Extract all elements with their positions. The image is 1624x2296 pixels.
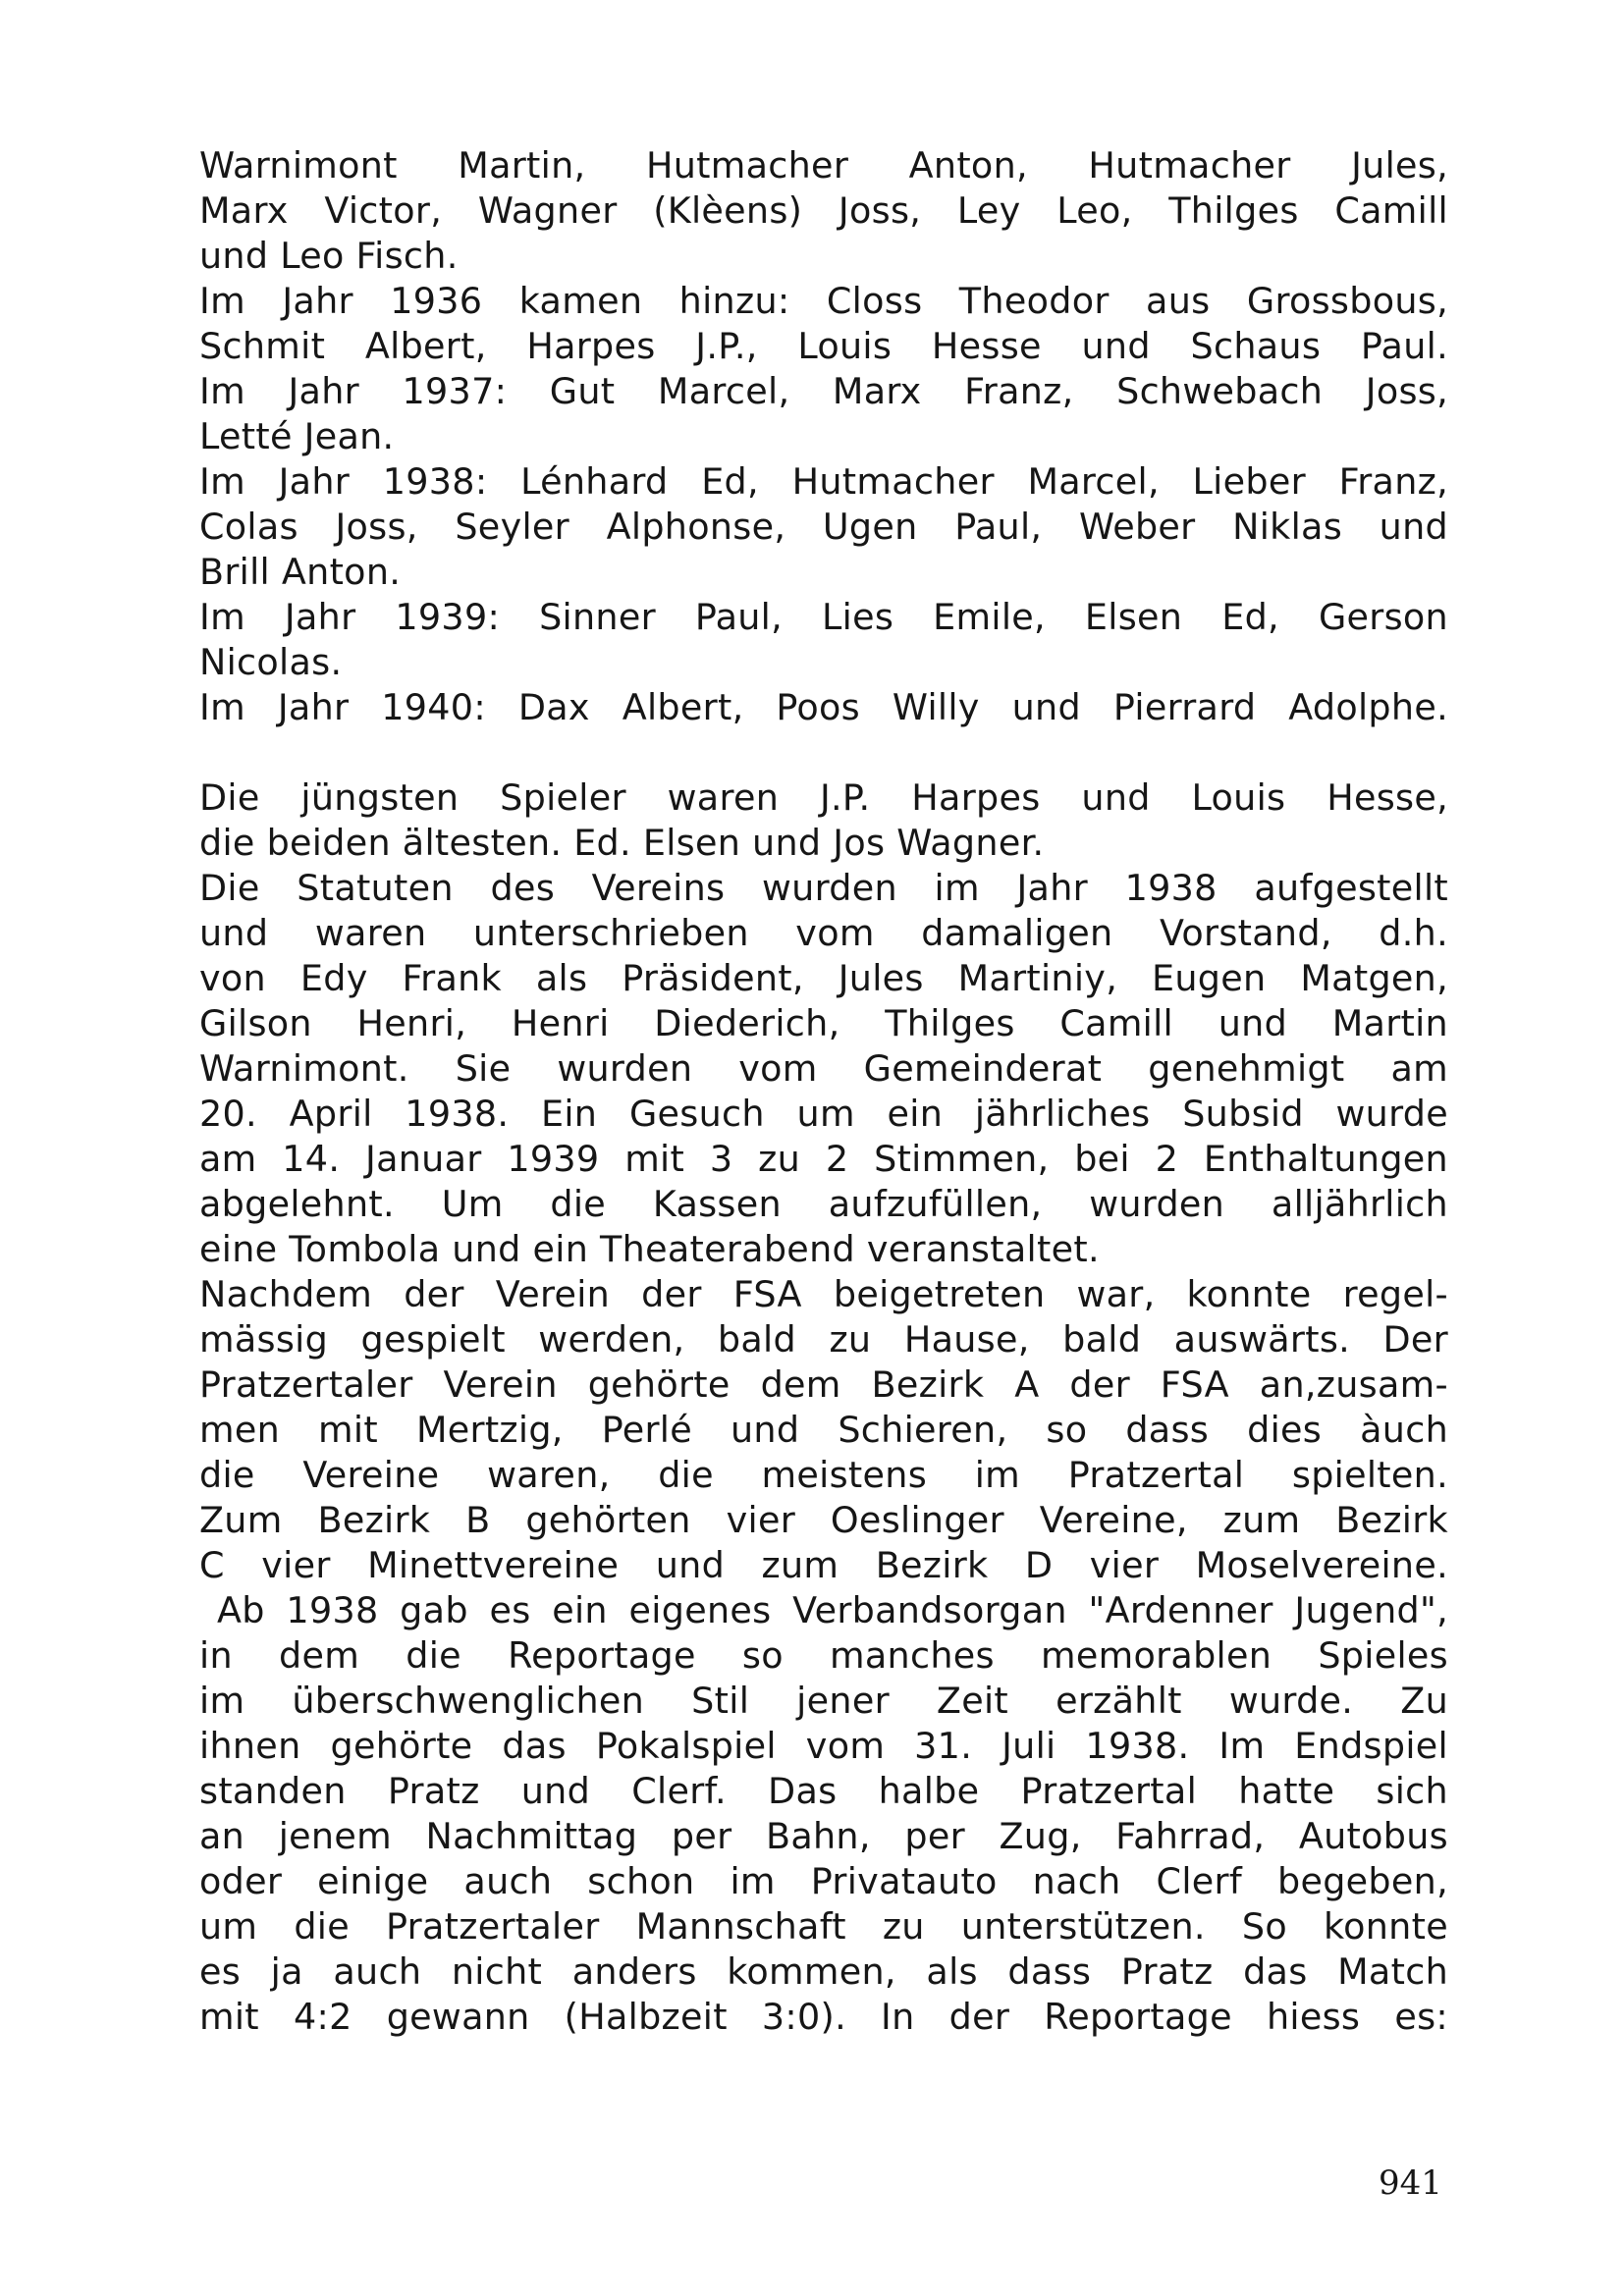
text-line: Ab 1938 gab es ein eigenes Verbandsorgan "Ardenner Jugend",	[217, 1589, 1448, 1631]
text-line: mit 4:2 gewann (Halbzeit 3:0). In der Reportage hiess es:	[199, 1996, 1448, 2038]
text-line: C vier Minettvereine und zum Bezirk D vier Moselvereine.	[199, 1544, 1448, 1586]
text-line: Warnimont. Sie wurden vom Gemeinderat genehmigt am	[199, 1047, 1448, 1090]
text-line: am 14. Januar 1939 mit 3 zu 2 Stimmen, bei 2 Enthaltungen	[199, 1138, 1448, 1180]
paragraph-gap	[199, 730, 1448, 775]
text-line: Im Jahr 1938: Lénhard Ed, Hutmacher Marcel, Lieber Franz,	[199, 460, 1448, 503]
text-line: Warnimont Martin, Hutmacher Anton, Hutmacher Jules,	[199, 144, 1448, 187]
text-line: standen Pratz und Clerf. Das halbe Pratzertal hatte sich	[199, 1770, 1448, 1812]
text-line: Im Jahr 1937: Gut Marcel, Marx Franz, Schwebach Joss,	[199, 370, 1448, 412]
text-line: Die jüngsten Spieler waren J.P. Harpes und Louis Hesse,	[199, 776, 1448, 819]
text-line: Marx Victor, Wagner (Klèens) Joss, Ley Leo, Thilges Camill	[199, 189, 1448, 232]
text-line: Nachdem der Verein der FSA beigetreten war, konnte regel-	[199, 1273, 1448, 1315]
text-line: abgelehnt. Um die Kassen aufzufüllen, wurden alljährlich	[199, 1183, 1448, 1225]
text-line: und Leo Fisch.	[199, 235, 459, 277]
body-text	[199, 143, 1448, 2040]
text-line: 20. April 1938. Ein Gesuch um ein jährliches Subsid wurde	[199, 1093, 1448, 1135]
text-line: men mit Mertzig, Perlé und Schieren, so dass dies àuch	[199, 1409, 1448, 1451]
text-line: Im Jahr 1940: Dax Albert, Poos Willy und Pierrard Adolphe.	[199, 686, 1448, 728]
text-line: an jenem Nachmittag per Bahn, per Zug, Fahrrad, Autobus	[199, 1815, 1448, 1857]
text-line: Colas Joss, Seyler Alphonse, Ugen Paul, Weber Niklas und	[199, 506, 1448, 548]
text-line: Brill Anton.	[199, 551, 402, 593]
text-line: in dem die Reportage so manches memorablen Spieles	[199, 1634, 1448, 1677]
text-line: um die Pratzertaler Mannschaft zu unterstützen. So konnte	[199, 1905, 1448, 1948]
text-line: ihnen gehörte das Pokalspiel vom 31. Juli 1938. Im Endspiel	[199, 1725, 1448, 1767]
text-line: Nicolas.	[199, 641, 343, 683]
text-line: eine Tombola und ein Theaterabend veranstaltet.	[199, 1228, 1100, 1270]
text-line: Im Jahr 1939: Sinner Paul, Lies Emile, Elsen Ed, Gerson	[199, 596, 1448, 638]
text-line: oder einige auch schon im Privatauto nach Clerf begeben,	[199, 1860, 1448, 1902]
text-line: Letté Jean.	[199, 415, 395, 457]
page-number: 941	[1379, 2163, 1442, 2203]
text-line: die Vereine waren, die meistens im Pratzertal spielten.	[199, 1454, 1448, 1496]
text-line: Pratzertaler Verein gehörte dem Bezirk A der FSA an,zusam-	[199, 1363, 1448, 1406]
text-line: Schmit Albert, Harpes J.P., Louis Hesse und Schaus Paul.	[199, 325, 1448, 367]
text-line: mässig gespielt werden, bald zu Hause, bald auswärts. Der	[199, 1318, 1448, 1361]
text-line: die beiden ältesten. Ed. Elsen und Jos Wagner.	[199, 822, 1045, 864]
text-line: im überschwenglichen Stil jener Zeit erzählt wurde. Zu	[199, 1680, 1448, 1722]
text-line: von Edy Frank als Präsident, Jules Martiniy, Eugen Matgen,	[199, 957, 1448, 999]
text-line: Die Statuten des Vereins wurden im Jahr 1938 aufgestellt	[199, 867, 1448, 909]
text-line: es ja auch nicht anders kommen, als dass Pratz das Match	[199, 1950, 1448, 1993]
text-line: und waren unterschrieben vom damaligen Vorstand, d.h.	[199, 912, 1448, 954]
text-line: Zum Bezirk B gehörten vier Oeslinger Vereine, zum Bezirk	[199, 1499, 1448, 1541]
text-line: Gilson Henri, Henri Diederich, Thilges Camill und Martin	[199, 1002, 1448, 1044]
text-line: Im Jahr 1936 kamen hinzu: Closs Theodor aus Grossbous,	[199, 280, 1448, 322]
